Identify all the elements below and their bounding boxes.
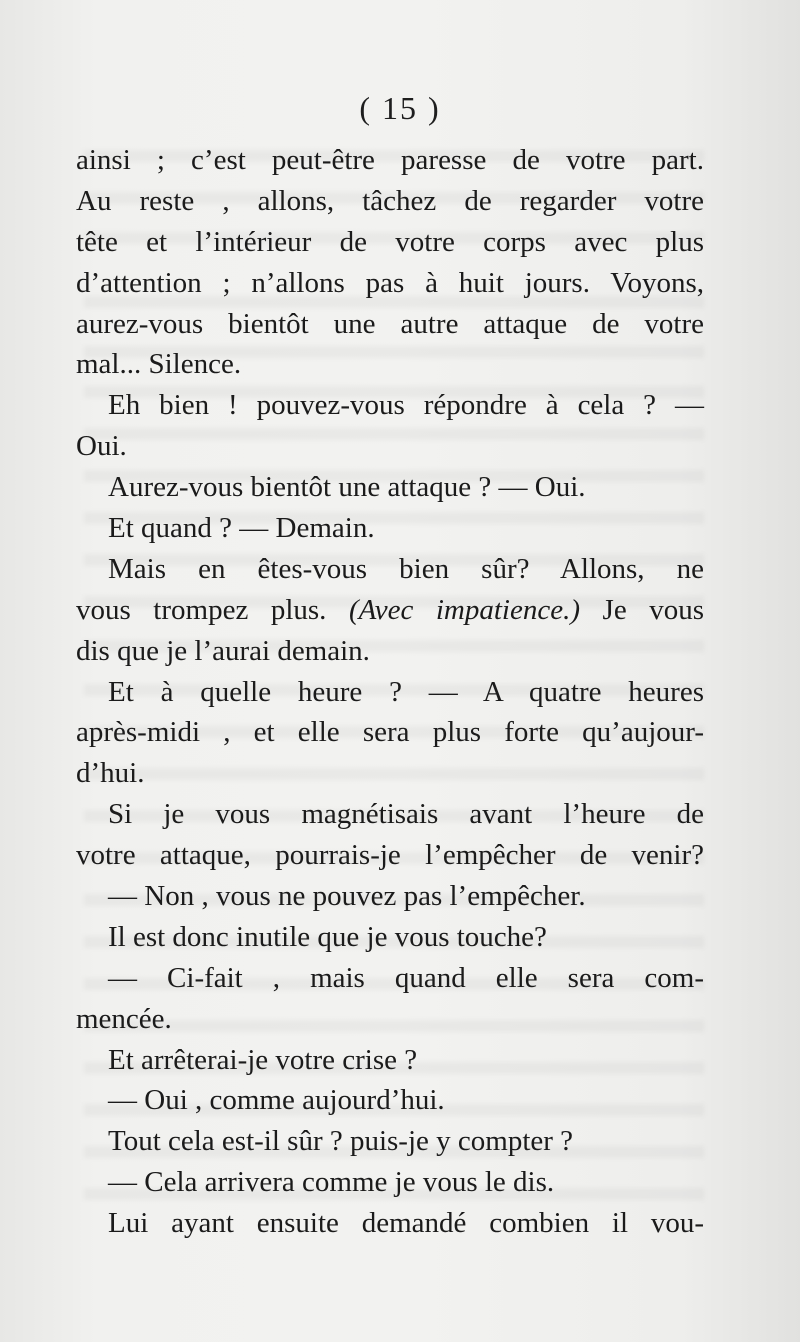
text-line: Aurez-vous bientôt une attaque ? — Oui. [108, 471, 586, 504]
text-line: — Non , vous ne pouvez pas l’empêcher. [108, 880, 586, 913]
text-line: tête et l’intérieur de votre corps avec plus [76, 225, 704, 258]
text-line: ainsi ; c’est peut-être paresse de votre part. [76, 144, 704, 176]
text-line: aurez-vous bientôt une autre attaque de votre [76, 307, 704, 340]
text-segment: vous trompez plus. [76, 593, 327, 626]
text-line: d’attention ; n’allons pas à huit jours. Voyons, [76, 266, 704, 299]
text-line: dis que je l’aurai demain. [76, 634, 370, 667]
body-text [76, 140, 704, 1244]
text-line-mixed [76, 590, 704, 631]
text-line: d’hui. [76, 757, 145, 790]
text-line: — Ci-fait , mais quand elle sera com- [108, 961, 704, 994]
text-line: votre attaque, pourrais-je l’empêcher de venir? [76, 839, 704, 872]
text-line: Au reste , allons, tâchez de regarder votre [76, 184, 704, 217]
text-line: Eh bien ! pouvez-vous répondre à cela ? — [108, 389, 704, 422]
text-line: Oui. [76, 430, 127, 463]
text-line: Il est donc inutile que je vous touche? [108, 920, 547, 953]
text-line: Et arrêterai-je votre crise ? [108, 1043, 418, 1076]
text-line: après-midi , et elle sera plus forte qu’aujour- [76, 716, 704, 749]
text-line: Mais en êtes-vous bien sûr? Allons, ne [108, 552, 704, 585]
page-number: ( 15 ) [359, 90, 441, 126]
text-segment: Je vous [602, 593, 705, 626]
text-line: Et à quelle heure ? — A quatre heures [108, 675, 704, 708]
text-line: Lui ayant ensuite demandé combien il vou- [108, 1207, 704, 1240]
text-line: Si je vous magnétisais avant l’heure de [108, 798, 704, 831]
stage-direction: (Avec impatience.) [348, 593, 581, 626]
text-line: mal... Silence. [76, 348, 242, 381]
text-line: mencée. [76, 1002, 172, 1035]
text-line: — Oui , comme aujourd’hui. [108, 1084, 445, 1117]
text-line: — Cela arrivera comme je vous le dis. [108, 1166, 555, 1199]
text-line: Et quand ? — Demain. [108, 512, 375, 545]
text-line: Tout cela est-il sûr ? puis-je y compter ? [108, 1125, 574, 1158]
